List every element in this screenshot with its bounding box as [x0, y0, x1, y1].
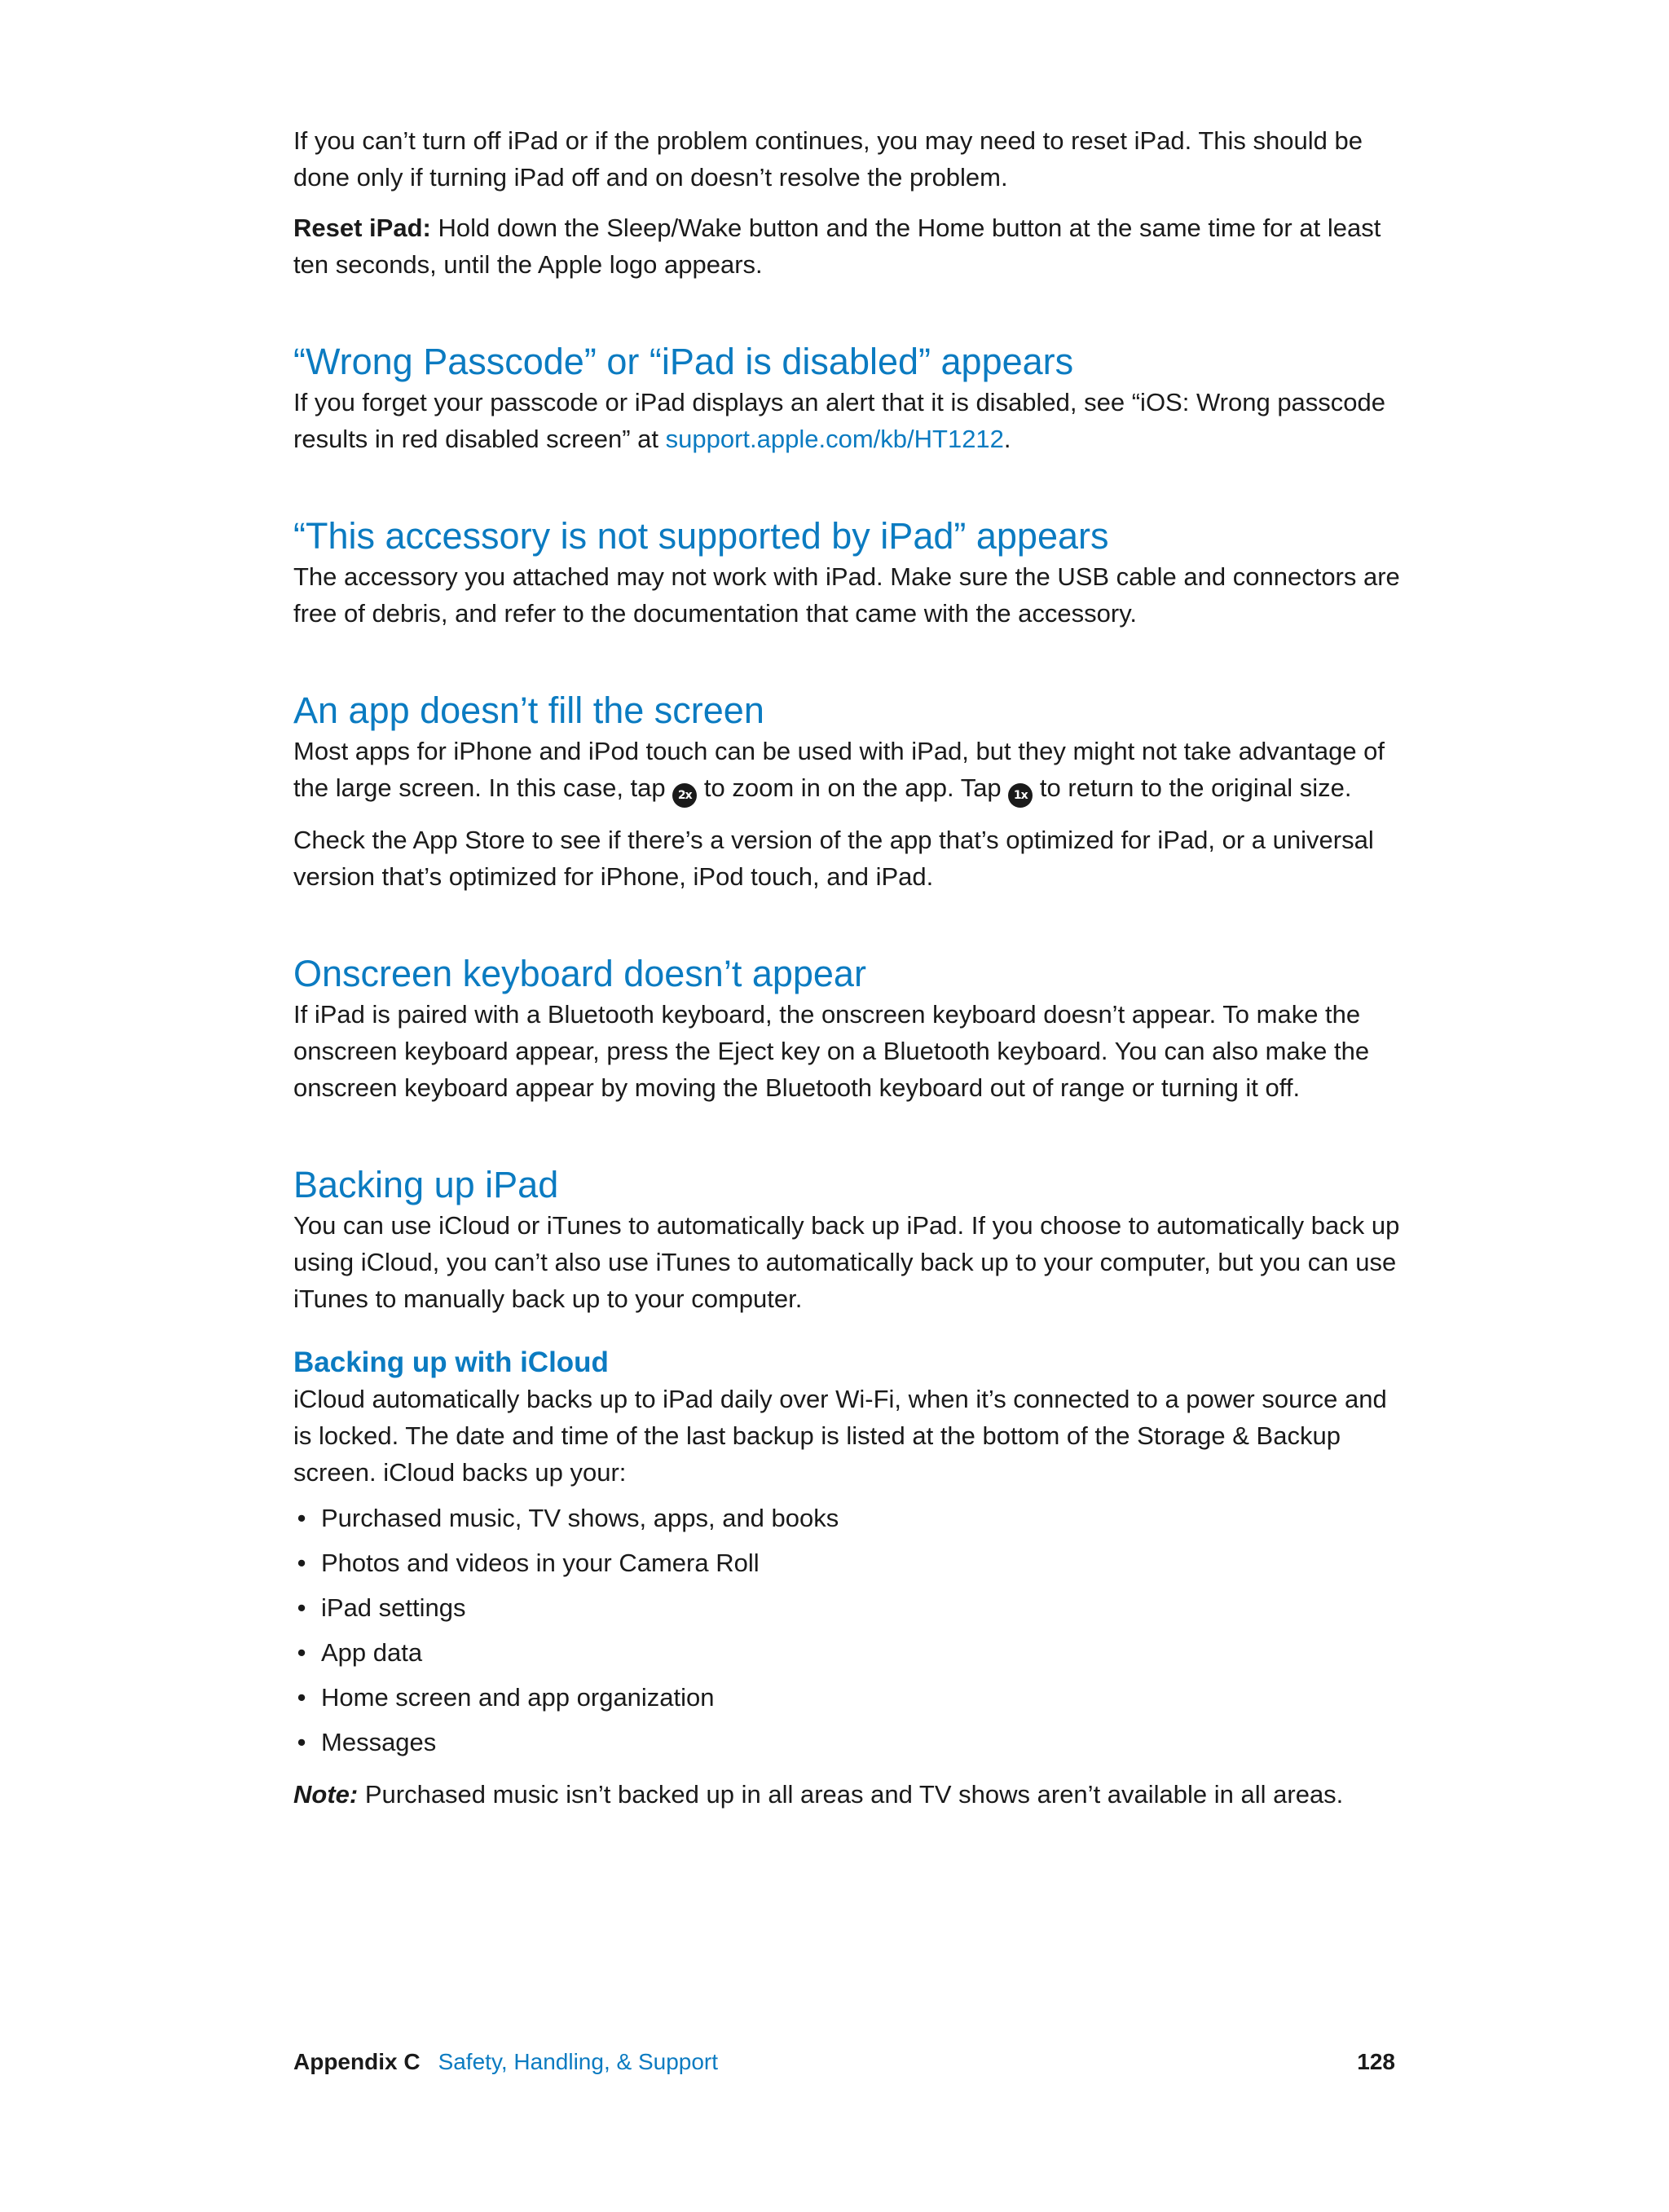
list-item-text: Messages: [321, 1728, 437, 1756]
note-text: Purchased music isn’t backed up in all areas and TV shows aren’t available in all areas.: [358, 1780, 1344, 1809]
note-label: Note:: [293, 1780, 359, 1809]
list-item: [293, 1585, 1402, 1630]
footer-chapter-link[interactable]: Safety, Handling, & Support: [438, 2049, 719, 2074]
heading-backing-up: Backing up iPad: [293, 1164, 559, 1205]
icloud-backup-list: [293, 1496, 1402, 1765]
fill-screen-text-a: Most apps for iPhone and iPod touch can be used with iPad, but they might not take advantage of the large screen. In this case, tap: [293, 737, 1385, 802]
list-item-text: App data: [321, 1638, 423, 1667]
section-wrong-passcode: [293, 340, 1402, 457]
list-item: [293, 1496, 1402, 1540]
fill-screen-text-b: to zoom in on the app. Tap: [697, 773, 1009, 802]
bullet-icon: •: [297, 1593, 306, 1622]
reset-ipad-label: Reset iPad:: [293, 214, 431, 242]
reset-ipad-paragraph: [293, 209, 1402, 283]
list-item: [293, 1720, 1402, 1765]
bullet-icon: •: [297, 1504, 306, 1532]
intro-paragraph: If you can’t turn off iPad or if the problem continues, you may need to reset iPad. This should be done only if turning iPad off and on doesn’t resolve the problem.: [293, 126, 1363, 192]
heading-wrong-passcode: “Wrong Passcode” or “iPad is disabled” appears: [293, 341, 1074, 382]
list-item: [293, 1630, 1402, 1675]
bullet-icon: •: [297, 1638, 306, 1667]
list-item-text: iPad settings: [321, 1593, 466, 1622]
footer-appendix-label: Appendix C: [293, 2049, 421, 2074]
page-content: [293, 122, 1402, 1813]
section-icloud: [293, 1345, 1402, 1813]
zoom-2x-icon: 2x: [672, 783, 697, 808]
section-keyboard: [293, 952, 1402, 1106]
fill-screen-paragraph: [293, 733, 1402, 808]
wrong-passcode-text: If you forget your passcode or iPad displays an alert that it is disabled, see “iOS: Wrong passcode results in red disabled screen” at: [293, 388, 1386, 453]
list-item-text: Purchased music, TV shows, apps, and books: [321, 1504, 839, 1532]
heading-keyboard: Onscreen keyboard doesn’t appear: [293, 953, 866, 994]
bullet-icon: •: [297, 1549, 306, 1577]
list-item: [293, 1540, 1402, 1585]
reset-ipad-text: Hold down the Sleep/Wake button and the Home button at the same time for at least ten seconds, until the Apple logo appears.: [293, 214, 1381, 279]
list-item: [293, 1675, 1402, 1720]
section-accessory: [293, 514, 1402, 632]
keyboard-paragraph: If iPad is paired with a Bluetooth keyboard, the onscreen keyboard doesn’t appear. To make the onscreen keyboard appear, press the Eject key on a Bluetooth keyboard. You can also make the onscreen keyboard appear by moving the Bluetooth keyboard out of range or turning it off.: [293, 1000, 1370, 1102]
page-footer: [293, 2047, 1395, 2077]
wrong-passcode-period: .: [1003, 425, 1011, 453]
wrong-passcode-paragraph: [293, 384, 1402, 457]
note-paragraph: [293, 1776, 1402, 1813]
heading-accessory: “This accessory is not supported by iPad” appears: [293, 515, 1109, 557]
bullet-icon: •: [297, 1728, 306, 1756]
list-item-text: Home screen and app organization: [321, 1683, 715, 1712]
heading-fill-screen: An app doesn’t fill the screen: [293, 690, 764, 731]
fill-screen-text-c: to return to the original size.: [1033, 773, 1352, 802]
bullet-icon: •: [297, 1683, 306, 1712]
zoom-1x-icon: 1x: [1008, 783, 1033, 808]
heading-icloud: Backing up with iCloud: [293, 1346, 609, 1378]
section-fill-screen: [293, 689, 1402, 895]
support-link[interactable]: support.apple.com/kb/HT1212: [665, 425, 1004, 453]
accessory-paragraph: The accessory you attached may not work with iPad. Make sure the USB cable and connectors are free of debris, and refer to the documentation that came with the accessory.: [293, 562, 1400, 628]
app-store-paragraph: Check the App Store to see if there’s a version of the app that’s optimized for iPad, or a universal version that’s optimized for iPhone, iPod touch, and iPad.: [293, 826, 1374, 891]
page-number: 128: [1357, 2049, 1395, 2074]
list-item-text: Photos and videos in your Camera Roll: [321, 1549, 760, 1577]
icloud-paragraph: iCloud automatically backs up to iPad daily over Wi-Fi, when it’s connected to a power source and is locked. The date and time of the last backup is listed at the bottom of the Storage & Backup screen. iCloud backs up your:: [293, 1385, 1387, 1487]
backing-up-paragraph: You can use iCloud or iTunes to automatically back up iPad. If you choose to automatically back up using iCloud, you can’t also use iTunes to automatically back up to your computer, but you can use iTunes to manually back up to your computer.: [293, 1211, 1400, 1313]
section-backing-up: [293, 1163, 1402, 1317]
